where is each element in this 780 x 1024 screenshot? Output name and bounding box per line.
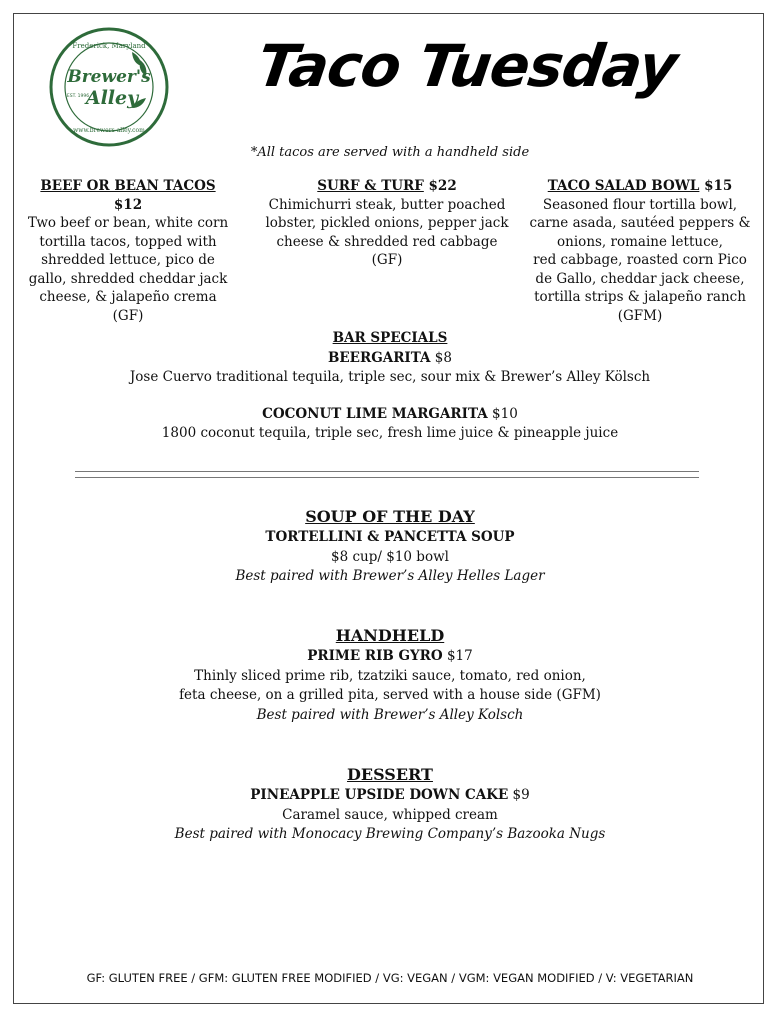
- brewers-alley-logo: [48, 26, 170, 148]
- dessert-section: [0, 764, 780, 845]
- item-desc-line: cheese, & jalapeño crema: [39, 289, 217, 305]
- taco-item-surf-turf: [262, 177, 512, 270]
- item-name: COCONUT LIME MARGARITA: [262, 405, 488, 422]
- item-desc: Caramel sauce, whipped cream: [282, 806, 498, 823]
- item-desc-line: lobster, pickled onions, pepper jack: [265, 215, 509, 231]
- logo-top-text: Frederick, Maryland: [72, 42, 146, 50]
- item-desc-line: de Gallo, cheddar jack cheese,: [535, 270, 745, 287]
- item-desc-line: shredded lettuce, pico de: [41, 252, 215, 268]
- item-price: $8 cup/ $10 bowl: [331, 548, 449, 565]
- section-heading: SOUP OF THE DAY: [305, 507, 475, 526]
- item-name: SURF & TURF: [317, 178, 424, 194]
- bar-specials-section: [0, 329, 780, 444]
- taco-side-note: *All tacos are served with a handheld side: [250, 145, 530, 160]
- item-desc-line: carne asada, sautéed peppers &: [529, 215, 751, 231]
- item-desc-line: (GF): [371, 252, 403, 268]
- item-desc-line: onions, romaine lettuce,: [557, 233, 723, 250]
- logo-est: EST. 1996: [66, 94, 90, 99]
- item-desc: Jose Cuervo traditional tequila, triple sec, sour mix & Brewer’s Alley Kölsch: [129, 369, 651, 385]
- taco-item-beef-bean: [25, 177, 231, 325]
- item-pairing: Best paired with Monocacy Brewing Company’s Bazooka Nugs: [174, 826, 606, 842]
- item-desc-line: tortilla strips & jalapeño ranch: [534, 289, 746, 305]
- item-price: $12: [113, 196, 143, 213]
- page-title: Taco Tuesday: [253, 32, 681, 100]
- item-desc-line: Chimichurri steak, butter poached: [268, 196, 506, 213]
- item-price: $8: [430, 349, 452, 366]
- handheld-section: [0, 625, 780, 725]
- item-pairing: Best paired with Brewer’s Alley Helles Lager: [235, 568, 545, 584]
- dietary-legend: GF: GLUTEN FREE / GFM: GLUTEN FREE MODIFIED / VG: VEGAN / VGM: VEGAN MODIFIED / V: VEGETARIAN: [86, 971, 694, 985]
- item-desc-line: cheese & shredded red cabbage: [276, 233, 498, 250]
- item-price: $10: [487, 405, 518, 422]
- section-heading: BAR SPECIALS: [332, 330, 448, 346]
- item-desc-line: red cabbage, roasted corn Pico: [533, 252, 747, 268]
- item-name: PINEAPPLE UPSIDE DOWN CAKE: [250, 787, 509, 803]
- item-desc-line: feta cheese, on a grilled pita, served with a house side (GFM): [179, 687, 601, 703]
- item-name: BEEF OR BEAN TACOS: [40, 178, 216, 194]
- section-heading: HANDHELD: [335, 626, 445, 645]
- item-name: PRIME RIB GYRO: [307, 648, 443, 664]
- divider: [75, 477, 699, 478]
- item-desc-line: (GFM): [617, 307, 663, 324]
- item-desc-line: Two beef or bean, white corn: [27, 215, 229, 231]
- item-pairing: Best paired with Brewer’s Alley Kolsch: [256, 706, 524, 723]
- item-price: $17: [442, 648, 473, 664]
- item-price: $15: [699, 178, 733, 194]
- item-desc: 1800 coconut tequila, triple sec, fresh lime juice & pineapple juice: [161, 425, 619, 441]
- item-name: TACO SALAD BOWL: [547, 178, 700, 194]
- logo-name-line1: Brewer's: [67, 67, 151, 87]
- section-heading: DESSERT: [347, 765, 433, 784]
- logo-name-line2: Alley: [85, 87, 139, 109]
- item-name: TORTELLINI & PANCETTA SOUP: [265, 529, 515, 545]
- item-desc-line: Thinly sliced prime rib, tzatziki sauce, tomato, red onion,: [194, 667, 586, 684]
- logo-url: www.brewers-alley.com: [73, 127, 145, 134]
- item-desc-line: (GF): [112, 307, 144, 324]
- item-desc-line: Seasoned flour tortilla bowl,: [542, 196, 738, 213]
- item-desc-line: tortilla tacos, topped with: [39, 233, 217, 250]
- item-price: $22: [423, 178, 457, 194]
- item-desc-line: gallo, shredded cheddar jack: [28, 270, 228, 287]
- soup-section: [0, 506, 780, 587]
- item-name: BEERGARITA: [327, 349, 431, 366]
- item-price: $9: [508, 787, 530, 803]
- taco-item-salad-bowl: [528, 177, 752, 325]
- divider: [75, 471, 699, 472]
